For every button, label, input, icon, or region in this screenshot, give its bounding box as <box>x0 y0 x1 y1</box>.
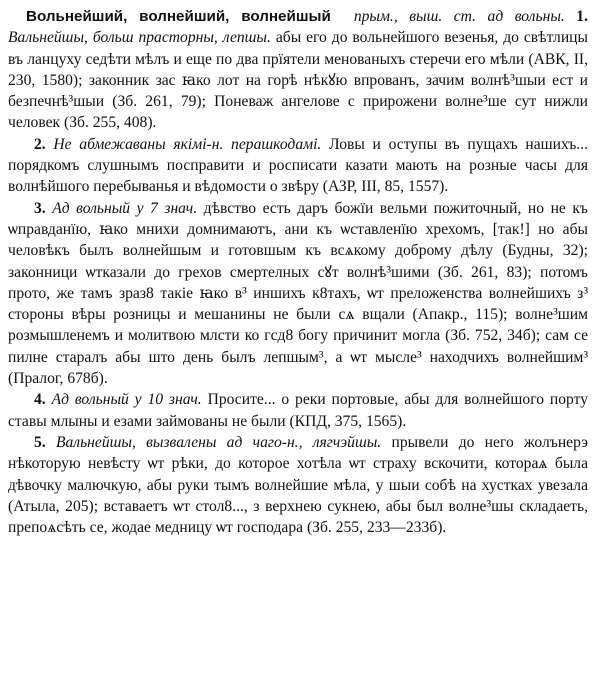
sense-citations: Ловы и оступы въ пущахъ нашихъ... порядкомъ слушнымъ посправити и росписати казати мають на розные часы для волнѣйшого перебыванья и вѣдомости о звѣру (АЗР, III, 85, 1557). <box>8 135 588 196</box>
headword: Вольнейший, волнейший, волнейшый <box>26 8 331 25</box>
grammar-note: прым., выш. ст. ад вольны. <box>353 8 565 25</box>
dictionary-entry <box>8 6 588 538</box>
sense-gloss: Вальнейшы, больш прасторны, лепшы. <box>8 29 271 47</box>
sense-gloss: Ад вольный у 10 знач. <box>51 391 202 409</box>
sense-4-paragraph <box>8 389 588 432</box>
sense-citations: Просите... о реки портовые, абы для волнейшого порту ставы млыны и езами займованы не были (КПД, 375, 1565). <box>8 391 589 430</box>
sense-citations: абы его до вольнейшого везенья, до свѣтлицы въ ланцуху седѣти мѣлъ и еще по два прїятели менованыхъ стеречи его мѣли (АВК, II, 230, 1580); законник зас ꙗко лот на горѣ нѣкꙋю впрованъ, зачим волнѣ³шыи ест и безпечнѣ³шыи (Зб. 261, 79); Поневаж ангелове с прирожени волне³ше сут нижли человек (Зб. 255, 408). <box>8 29 589 132</box>
sense-citations: прывели до него жолънерэ нѣкоторую невѣсту ѡт рѣки, до которое хотѣла ѡт страху вскочити, котораѧ была дѣвочку малючкую, абы руки тымъ волнейшие мѣла, у шыи собѣ на хустках увезала (Атыла, 205); вставаетъ ѡт стол8..., з верхнею сукнею, абы был волне³шы складаеть, препоѧсѣть се, жодае медницу ѡт господара (Зб. 255, 233—233б). <box>8 433 588 537</box>
sense-3-paragraph <box>8 198 588 390</box>
sense-2-paragraph <box>8 134 588 198</box>
sense-gloss: Вальнейшы, вызвалены ад чаго-н., лягчэйшы. <box>55 433 382 451</box>
sense-number: 2. <box>34 135 46 153</box>
sense-citations: дѣвство есть даръ божїи вельми пожиточный, но не къ ѡправданїю, ꙗко мнихи домнимаютъ, ани къ ѡставленїю хрехомъ, [так!] но абы человѣкъ былъ волнейшым и готовшым къ всѧкому доброму дѣлу (Будны, 32); законници ѡтказали до грехов смертелных сꙋт волнѣ³шими (Зб. 261, 83); потомъ прото, же тамъ зраз8 такіе ꙗко в³ иншихъ к8тахъ, ѡт преложенства волнейшихъ з³ стороны вѣры розницы и мешанины не были сѧ вщали (Апакр., 115); волне³шим розмышленемъ и молитвою млсти ко гсд8 богу причинит могла (Зб. 752, 34б); сам се пилне старалъ абы што день былъ лепшым³, а ѡт мысле³ находчихъ волнейшим³ (Пралог, 678б). <box>8 199 588 388</box>
sense-gloss: Ад вольный у 7 знач. <box>52 199 198 217</box>
sense-number: 1. <box>576 8 588 25</box>
sense-number: 4. <box>34 391 46 409</box>
sense-5-paragraph <box>8 432 588 538</box>
sense-number: 5. <box>34 433 46 451</box>
sense-1-paragraph <box>8 6 588 134</box>
sense-gloss: Не абмежаваны якімі-н. перашкодамі. <box>53 135 322 153</box>
sense-number: 3. <box>34 199 46 217</box>
